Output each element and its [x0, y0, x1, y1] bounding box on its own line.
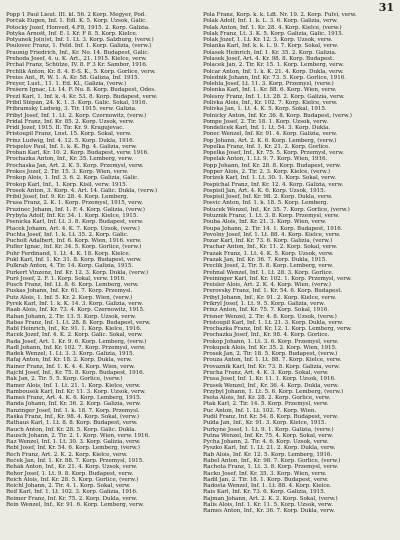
list-entry: Rabel Anton, Inf., Kr. 98. 7. Korp. Gorlice, (verw.)	[203, 457, 341, 464]
list-entry: Ralis Alois, Inf. 1. Kr. 11. 5. Korp. Uzsok, verw.	[203, 501, 333, 508]
list-entry: Polak Adolf, Inf. 1. k. L. 3. 6. Korp. Galizia, verw.	[203, 18, 338, 25]
list-entry: Polnicky Anton, Inf. Kr. 36. 8. Korp. Budapest, (verw.)	[203, 112, 352, 119]
list-entry: Prosek Jan, 2. Tir. 18. 5. Korp. Budapest, (verw.)	[203, 351, 338, 358]
list-entry: Prisner Wenzel, 2. Tir. 4. 8. Korp. Uzsok, (verw.)	[203, 313, 337, 320]
list-entry: Puskas Johann, Inf. Kr. 61. 7. Korp. Przemysl.	[6, 288, 133, 295]
list-entry: Prokes Jozef, 2. Tir. 15. 3. Korp. Wien, verw.	[6, 169, 129, 176]
list-entry: Racko Josef, Inf. Kr. 35. 3. Korp. Wien, verw.	[203, 470, 327, 477]
list-entry: Reif Karl, Inf. 1. Lt. 102. 3. Korp. Galizia, 1916.	[6, 489, 138, 496]
list-entry: Psenicka Karl, Inf. Lt. 3. 8. Korp. Budapest, verw.	[6, 219, 144, 226]
list-entry: Rauch Anton, Inf. Kr. 28. 5. Korp. Gálic. Dukla.	[6, 426, 137, 433]
list-entry: Prochaska Jan, Art. 2. K. 5. Korp. Przemysl, verw.	[6, 162, 144, 169]
list-entry: Polesny Franz, Inf. 1. Lt. 28. 2. Korp. Galizia, verw.	[203, 93, 345, 100]
list-entry: Pribyl Johann, Inf., Kr. 91. 2. Korp. Kielce, verw.	[203, 294, 337, 301]
list-entry: Prikryl Josef, 1. Lt. 9. 5. Korp. Galizia, verw.	[203, 300, 325, 307]
list-entry: Puhr Ferdinand, 1. Lt. 4. K. 18. Korp. Kielce.	[6, 250, 131, 257]
list-entry: Popelka Franz, Inf. 1. Kr. 21. 2. Korp. Gorlice.	[203, 143, 331, 150]
right-column	[203, 12, 394, 534]
list-entry: Prusek Wenzel, Inf., Kr. 36. 4. Korp. Dukla, verw.	[203, 382, 339, 389]
list-entry: Radosta Wenzel, Inf. 1. Lt. 88. 4. Korp. Kielce.	[203, 483, 332, 490]
list-entry: Reichl Johann, 2. Tir. 4. 1. Korp. Sokal, verw.	[6, 483, 131, 490]
list-entry: Prusa Franz, 2. K. 1. Korp. Przemysl, 1915, verw.	[6, 200, 143, 207]
list-entry: Prehoda Josef, 4. u. K. Art., 21. 1915. Kielce, verw.	[6, 55, 147, 62]
list-entry: Prinz Ludwig, Inf. 4. 12. 5. Korp. Dukla, 1916.	[6, 137, 135, 144]
list-entry: Rachota Franz, 1. Lt. 3. 8. Korp. Przemysl, verw.	[203, 464, 339, 471]
list-entry: Pozar Karl, Inf. Kr. 73. 6. Korp. Galizia, (verw.)	[203, 238, 333, 245]
list-entry: Porizek Karl, Inf. 1. Lt. 30. 1. Korp. Sokal, verw.	[203, 175, 336, 182]
list-entry: Pudil Franz, Inf. Kr. 54. 8. Korp. Budapest, verw.	[203, 414, 339, 420]
page-number: 31	[378, 1, 394, 14]
list-entry: Reimer Franz, Inf. Kr. 75. 2. Korp. Dukla, verw.	[6, 495, 138, 502]
list-entry: Pulkrab Anton, 4. Tir. 14. Korp. Galizia, 1915.	[6, 263, 134, 270]
list-entry: Rajchl Josef, Inf., Kr. 75. 8. Korp. Budapest, 1916.	[6, 370, 145, 377]
list-entry: Reček Jan, Inf. 1. Kr. 88. 7. Korp. Przemysl, 1915.	[6, 457, 144, 464]
list-entry: Prinz Anton, Inf. Kr. 75. 7. Korp. Sokal, 1916.	[203, 307, 329, 314]
list-entry: Rebl Josef, Inf. Kr. 54. 6. Korp. Lemberg, (verw.)	[6, 445, 140, 452]
list-entry: Poulovec Franz, 1. Feld. Inf. 1. Korp. Galizia, (verw.)	[6, 43, 152, 50]
list-entry: Prochazka Josef, Inf., Kr. 98. 4. Korp. Gorlice.	[203, 332, 330, 339]
list-entry: Preyer, Lust., 11. 1. Ed. Kl., Galizia, (verw.)	[6, 81, 126, 88]
list-entry: Prazak Jan, Inf. Kr. 36. 7. Korp. Dukla, 1915.	[203, 256, 327, 263]
list-entry: Rathaus Karl, 1. Lt. 8. 8. Korp. Budapest, verw.	[6, 420, 138, 427]
list-entry: Prouza Anton, Inf. 1. Lt. 88. 7. Korp. Kielce, verw.	[203, 357, 342, 364]
list-entry: Polak Franz, Lt. 3. K. 5. Korp. Galizia, Gálic. 1915.	[203, 30, 344, 37]
list-entry: Potucek Wenzel, Inf., Kr. 35. 7. Korp. Gorlice, (verw.)	[203, 206, 350, 213]
list-entry: Prezl Karl, 1. Inf. k. 4. Kr. 53. 8. Korp. Budapest, verw.	[6, 93, 158, 100]
list-entry: Prispelov Paul, Inf. 1. k. K. Rg. 4. Galizia, verw.	[6, 143, 137, 150]
list-entry: Prazak Franz, 1. Lt. 4. K. 5. Korp. Uzsok, verw.	[203, 250, 334, 257]
list-entry: Praunig Friedrich, Inf., Kr. No. 14. Budapest, Gálic.	[6, 49, 150, 56]
list-entry: Pouba Alois, Inf. Kr. 21. 3. Korp. Wien, verw.	[203, 219, 327, 226]
list-entry: Prokop Karl, Inf., 1. Korp. Kisil, verw. 1915.	[6, 181, 128, 188]
list-entry: Rausch Johann, 2. Tir. 2. 1. Korp. Wien, verw. 1916.	[6, 432, 150, 439]
list-entry: Rainer Franz, Inf. 1. K. 4. 4. Korp. Wien, verw.	[6, 363, 135, 370]
list-entry: Radil Jan, 2. Tir. 18. 1. Korp. Budapest, verw.	[203, 476, 329, 483]
list-entry: Radek Wenzel, 1. Lt. 3. 3. Korp. Galizia, 1915.	[6, 351, 135, 358]
list-entry: Rambousek Karl, Inf. Kr. 11. 3. Korp. Uzsok, verw.	[6, 388, 146, 395]
list-entry: Proban Karl, Kr. 10. 2. Korp. Budapest, verw. 1916.	[6, 150, 149, 157]
list-entry: Preclik Josef, 2. Tir. 5. 8. Korp. Lemberg, verw.	[203, 263, 334, 270]
list-entry: Potocký Jozef, Honved, 4.F8, 1915. 2. Korp. Galizia.	[6, 24, 150, 31]
list-entry: Popelka Josef, Inf., Kr. 75. 5. Korp. Przemysl, verw.	[203, 150, 344, 157]
list-entry: Polacek Jan, 2. Tir. Kr. 15. 1. Korp. Lemberg, verw.	[203, 62, 344, 69]
list-entry: Pruzinec Johann, Inf. 1. F. 4. Korp. Galizia, (verw.)	[6, 206, 145, 213]
left-column	[6, 12, 197, 534]
list-entry: Rameš Franz, Art. 4. K. 6. Korp. Lemberg, 1915.	[6, 395, 142, 402]
list-entry: Ranzinger Josef, Inf. 1. k. 18. 7. Korp. Przemysl.	[6, 407, 140, 414]
list-entry: Purkert Vinzenz, Inf. Kr. 12. 3. Korp. Dukla, (verw.)	[6, 269, 149, 276]
list-entry: Rabas Franz, Inf. 1. Lt. 28. 8. Korp. Budapest, verw.	[6, 319, 151, 326]
list-entry: Ptacek Johann, Art. 4. K. 7. Korp. Uzsok, (verw.)	[6, 225, 140, 232]
list-entry: Povolny Josef, Inf. 1. Lt. 88. 4. Korp. Kielce, verw.	[203, 231, 341, 238]
list-entry: Pulda Jan, Inf., Kr. 91. 3. Korp. Kielce, 1915.	[203, 420, 327, 427]
list-entry: Preisler Alois, Art. 2. K. 4. Korp. Wien, (verw.)	[203, 282, 331, 289]
list-entry: Pondelicek Karl, Inf. 1. Lt. 54. 3. Korp. Dukla.	[203, 125, 330, 132]
list-entry: Prchal Franz, Schütze, IV. 8. F 3 Kr. Sambor, 1916.	[6, 62, 148, 69]
list-entry: Rak Jan, 2. Tir. 5. 5. Korp. Gorlice, (verw.)	[6, 376, 123, 383]
list-entry: Raab Alois, Inf. Kr. 73. 4. Korp. Czernowitz, 1915.	[6, 307, 145, 314]
list-entry: Rames Anton, Inf., Kr. 36. 7. Korp. Dukla, verw.	[203, 508, 335, 515]
list-entry: Preiss Ant., R. W. 1. A. Kr. 58. Galizia, Inf. 1915.	[6, 74, 140, 81]
list-entry: Pridal Franz, Inf. Kr. 85. 2. Korp. Uzsok, verw.	[6, 118, 135, 125]
list-entry: Pospichal Franz, Inf. Kr. 12. 4. Korp. Galizia, verw.	[203, 181, 344, 188]
list-entry: Rehor Josef, 1. Lt. 9. 8. Korp. Budapest, verw.	[6, 470, 134, 477]
list-entry: Prešern Ignac, Lt. 14. F. No. 8. Korp. Budapest, Odes.	[6, 87, 156, 94]
list-entry: Pribramský Ludwig, 3. Tir. 1915. verw. Galizia.	[6, 106, 137, 113]
list-entry: Radl Johann, Inf. Kr. 102. 7. Korp. Przemysl, verw.	[6, 344, 146, 351]
list-entry: Prusa Josef, Inf. 1. Kr. 11. 1. Korp. Uzsok, 1916.	[203, 376, 336, 383]
list-entry: Putz Alois, 1. Inf. 5. Kr. 2. Korp. Wien, (verw.)	[6, 294, 133, 301]
list-entry: Prokop Alois, 1. Inf. 3. 6. 2. Korp. Galizia, Gálic.	[6, 175, 139, 182]
list-entry: Ramer Alois, Inf. 1. Lt. 21. 1. Korp. Kielce, verw.	[6, 382, 141, 389]
list-entry: Provaznik Karl, Inf. Kr. 73. 8. Korp. Galizia, verw.	[203, 363, 340, 370]
list-entry: Polasek Josef, Art. 4. Kr. 98. 8. Korp. Budapest.	[203, 55, 334, 62]
columns	[6, 12, 394, 534]
list-entry: Popelak Anton, 1. Lt. 9. 7. Korp. Wien, 1916.	[203, 156, 328, 163]
list-entry: Prehnal Wenzel, Inf. 1. Lt. 28. 3. Korp. Gorlice.	[203, 269, 334, 276]
list-entry: Raban Johann, 2. Tir. 13. 5. Korp. Uzsok, verw.	[6, 313, 137, 320]
list-entry: Pop Johann, Art. 2. K. 6. Korp. Lemberg, (verw.)	[203, 137, 337, 144]
list-entry: Rais Karl, Inf. Kr. 73. 6. Korp. Galizia, 1915.	[203, 489, 326, 496]
list-entry: Polenka Karl, Inf. 1. Kr. 88. 6. Korp. Wien, verw.	[203, 87, 337, 94]
list-entry: Pristoupil Franz, Lnst. 15. Korp. Sokal, verw.	[6, 131, 132, 138]
list-entry: Polak Anton, Inf. 1. Kr. 28. 4. Korp. Kielce, (verw.)	[203, 24, 342, 31]
list-entry: Pukl Karl, Inf. 1. Kr. 31. 8. Korp. Budapest, verw.	[6, 256, 142, 263]
list-entry: Polasek Heinrich, Inf. 1. Kr. 35. 2. Korp. Galizia.	[203, 49, 337, 56]
list-entry: Rein Wenzel, Inf., Kr. 91. 6. Korp. Lemberg, verw.	[6, 501, 144, 508]
list-entry: Ptak Karl, 2. Tir. 14. 5. Korp. Przemysl, verw.	[203, 401, 329, 408]
list-entry: Rab Alois, Inf. Kr. 12. 5. Korp. Lemberg, 1916.	[203, 451, 333, 458]
list-entry: Přibyl Josef, Inf. 1. Lt. 2. Korp. Czernowitz, (verw.)	[6, 112, 147, 119]
list-entry: Poupa Johann, 2. Tir. 14. 1. Korp. Budapest, 1916.	[203, 225, 343, 232]
list-entry: Rafaj Anton, Inf. Kr. 18. 2. Korp. Dukla, verw.	[6, 357, 132, 364]
list-entry: Pycha Johann, 2. Tir. 4. 6. Korp. Uzsok, verw.	[203, 439, 329, 446]
list-entry: Polednik Johann, Inf. Kr. 73. 5. Korp. Gorlice, 1916.	[203, 74, 346, 81]
list-entry: Rajman Johann, Art. 2. K. 2. Korp. Sokal, (verw.)	[203, 495, 338, 502]
list-entry: Prchlik Anton, Kr. 8. 4. E-S. K., 5. Korp. Gorlice, verw.	[6, 68, 156, 75]
list-entry: Purš Josef, 2. F. 1. Korp. Sokal, verw. 1916.	[6, 275, 126, 282]
list-entry: Putna Wenzel, Inf. Kr. 75. 4. Korp. Sokal, verw.	[203, 432, 334, 439]
list-entry: Pospisil Jan, Art. 4. K. 6. Korp. Uzsok, 1915.	[203, 187, 326, 194]
list-entry: Rehák Anton, Inf., Kr. 21. 4. Korp. Uzsok, verw.	[6, 464, 138, 471]
list-entry: Pyszko Karl, Inf. 1. Lt. 21. 2. Korp. Dukla, verw.	[203, 445, 336, 452]
list-entry: Puchta Josef, Inf. 1. k. Lt. 35. 2. Korp. Gálic.	[6, 231, 129, 238]
list-entry: Psota Alois, Inf. Kr. 28. 2. Korp. Gorlice, verw.	[203, 395, 331, 402]
list-entry: Rabl Heinrich, Inf., Kr. 91. 1. Korp. Kielce, 1916.	[6, 326, 142, 333]
list-entry: Polivka Alois, Inf., Kr. 102. 7. Korp. Kielce, verw.	[203, 99, 338, 106]
list-entry: Prokop Johann, 1. Lt. 3. 6. Korp. Przemysl, verw.	[203, 338, 339, 345]
list-entry: Polivka Jan, 1. Lt. 4. K. 5. Korp. Sokal, 1915.	[203, 106, 327, 113]
list-entry: Prochazka Anton, Inf., Kr. 35. Lemberg, verw.	[6, 156, 134, 163]
list-entry: Prokupek Alois, Inf. Kr. 35. 2. Korp. Wien, 1915.	[203, 344, 337, 351]
list-entry: Raz Wenzel, Inf. 1. Lt. 30. 3. Korp. Galizia, verw.	[6, 439, 141, 446]
list-entry: Potuznik Franz, 1. Lt. 3. 8. Korp. Przemysl, verw.	[203, 213, 340, 219]
list-entry: Purkyne Josef, 1. Lt. 9. 1. Korp. Galizia, (verw.)	[203, 426, 334, 433]
list-entry: Ponec Wenzel, Inf. Kr. 91. 4. Korp. Galizia, verw.	[203, 131, 338, 138]
list-entry: Polehla Josef, Lt. 11. 3. Korp. Przemysl, (verw.)	[203, 81, 334, 88]
list-entry: Pribil Štěpán, 24. K. 1. 3. Korp. Gálic. Sokal, 1916.	[6, 99, 148, 106]
list-entry: Potyka Arnošt, Inf. E. I. Kř. F 8. 5. Korp. Kielce.	[6, 30, 138, 37]
list-entry: Prerovsky Franz, Inf. 1. Kr. 54. 6. Korp. Budapest.	[203, 288, 343, 295]
list-entry: Preininger Karl, Inf. Kr. 102. 1. Korp. Przemysl, verw.	[203, 275, 352, 282]
list-entry: Popp 1 Paul Lieut. III. kl. 56. 2 Korp. Megyer, Pod.	[6, 12, 146, 18]
list-entry: Pridl Jozef, 1915. II. Tir. Kr. 9. Kragujevac.	[6, 125, 125, 132]
list-entry: Popper Alois, 2. Tir. 2. 3. Korp. Kielce, (verw.)	[203, 169, 330, 176]
list-entry: Polanka Karl, Inf. k. k. L. 9. 7. Korp. Sokal, verw.	[203, 43, 339, 50]
list-entry: Rech Franz, Art. 2. K. 2. Korp. Kielce, verw.	[6, 451, 128, 458]
list-entry: Pyrek Karl, Inf. 1. k. K. 14. 3. Korp. Galizia, verw.	[6, 300, 144, 307]
list-entry: Posvic Anton, Inf. 1. k. 18. 5. Korp. Lemberg.	[203, 200, 329, 207]
list-entry: Puc Anton, Inf. 1. Lt. 102. 7. Korp. Wien.	[203, 407, 317, 414]
list-entry: Prybyla Adolf, Inf. Kr. 34. 1. Korp. Kielce, 1915.	[6, 213, 139, 219]
list-entry: Randa Johann, Inf. Kr. 36. 2. Korp. Galizia, verw.	[6, 401, 141, 408]
list-entry: Pufler Ignac, Inf. Kr. 34. 5. Korp. Gorlice, (verw.)	[6, 244, 142, 251]
list-entry: Polcar Anton, Inf. 1. k. K. 21. 4. Korp. Dukla, verw.	[203, 68, 344, 75]
list-entry: Raška Franz, Inf., Kr. 98. 4. Korp. Sokal, (verw.)	[6, 414, 140, 420]
list-entry: Pola Franz, Korp. k. k. Ldt. Nr. 19. 2. Korp. Fulvi, verw.	[203, 12, 357, 18]
list-entry: Popp Johann, Inf. Kr. 28. 8. Korp. Budapest, verw.	[203, 162, 341, 169]
list-entry: Potyanek Jo(n)st, Inf. 1. Lt. 3. Korp. Salzburg, (verw.)	[6, 37, 154, 44]
list-entry: Porčák Eugen, Inf. 1. Edl. K. 5. Korp. Uzsok, Gálic.	[6, 18, 147, 25]
list-entry: Prosek Anton, 3. Korp. 4. Art. 14. Gálic. Dukla, (verw.)	[6, 187, 158, 194]
list-entry: Reich Alois, Inf. Kr. 28. 5. Korp. Gorlice, (verw.)	[6, 476, 139, 483]
list-entry: Prucha Franz, Art. 4. K. 3. Korp. Sokal, verw.	[203, 370, 329, 377]
list-entry: Pribil Josef, Inf. 9. Kr. 28. 4. Korp. Lemberg.	[6, 194, 129, 201]
list-entry: Przybyl Johann, 1. Lt. 5. 6. Korp. Lemberg, (verw.)	[203, 388, 344, 395]
list-entry: Rada Josef, Art. 1. Kr. 9. 6. Korp. Lemberg, (verw.)	[6, 338, 147, 345]
list-entry: Racek Jozef, Inf. 4. K. 2. Korp. Gálic. Sokal, verw.	[6, 332, 143, 339]
list-entry: Prochazka Franz, Inf. Kr. 12. 1. Korp. Lemberg, verw.	[203, 326, 352, 333]
list-entry: Prachar Anton, Inf., Kr. 11. 2. Korp. Sokal, verw.	[203, 244, 338, 251]
list-entry: Polak Jozef, 1. Lt. Kr. 12. 3. Korp. Uzsok, verw.	[203, 37, 333, 44]
list-entry: Pristoupil Karl, Inf. 1. Lt. 21. 3. Korp. Dukla, verw.	[203, 319, 344, 326]
list-entry: Pucholt Adalbert, Inf. 6. Korp. Wien, 1916. verw.	[6, 238, 142, 245]
list-entry: Pospisil Josef, Inf. Kr. 98. 2. Korp. Dukla, verw.	[203, 194, 333, 201]
list-entry: Pusch Franz, Inf. Lt. 8. 6. Korp. Lemberg, verw.	[6, 282, 139, 289]
list-entry: Pompe Josef, 2. Tir. 18. 1. Korp. Uzsok, verw.	[203, 118, 328, 125]
